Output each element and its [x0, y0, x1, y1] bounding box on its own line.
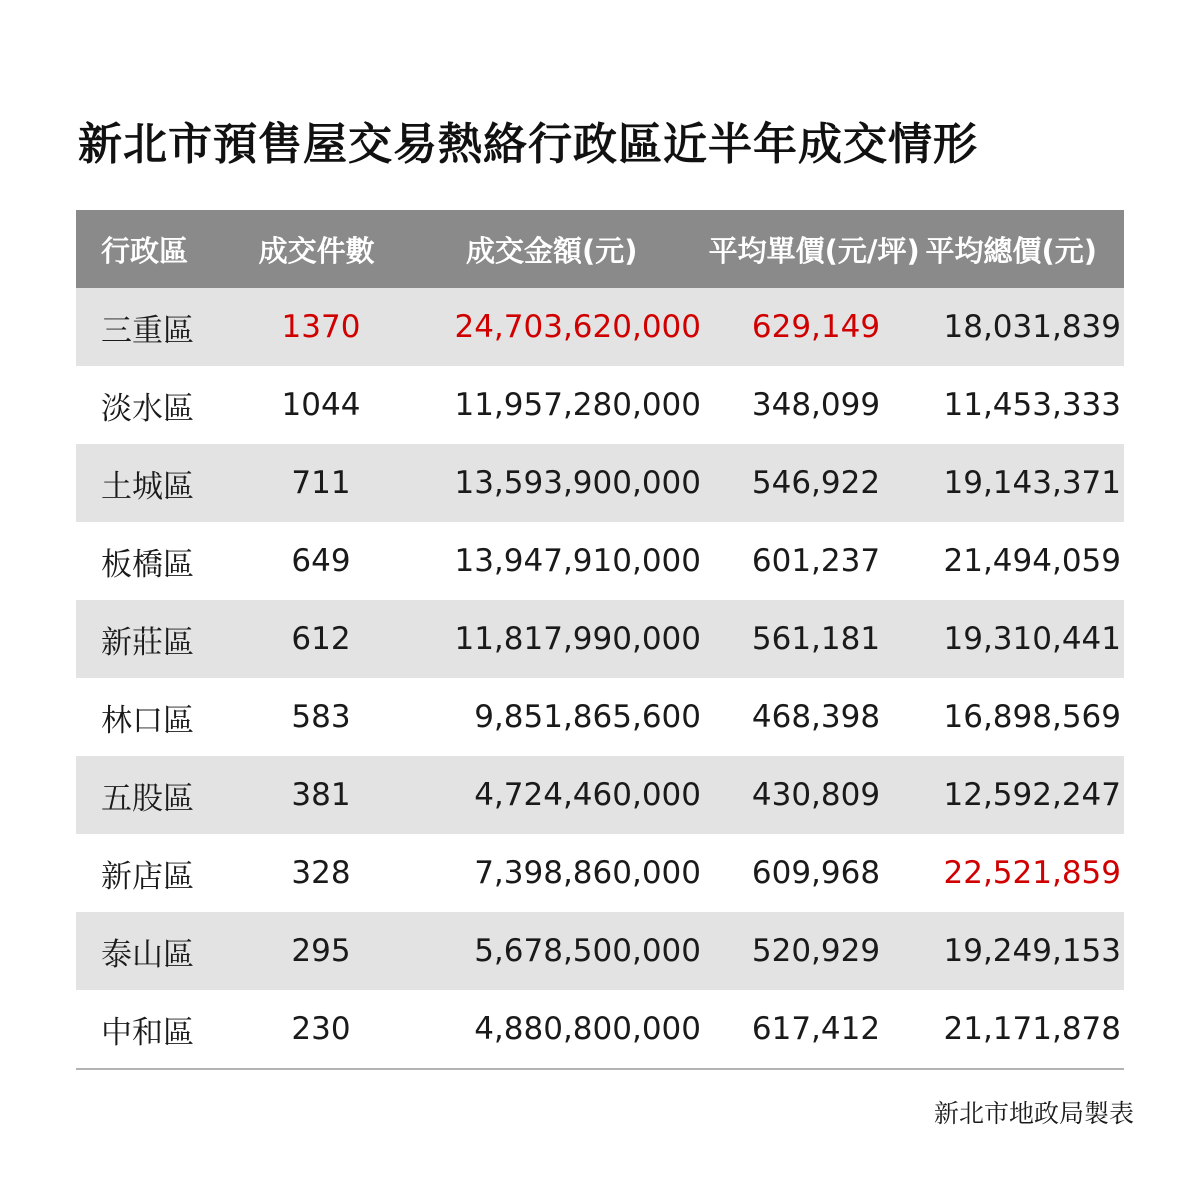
- cell-avg-total: 19,143,371: [943, 465, 1121, 501]
- table-row: [76, 756, 1124, 834]
- cell-count: 295: [291, 933, 351, 969]
- table-row: [76, 366, 1124, 444]
- cell-unit-price: 617,412: [751, 1011, 881, 1047]
- cell-amount: 11,957,280,000: [454, 387, 701, 423]
- cell-amount: 13,947,910,000: [454, 543, 701, 579]
- table-header: [76, 210, 1124, 288]
- cell-district: 三重區: [101, 312, 194, 349]
- table-row: [76, 522, 1124, 600]
- cell-count: 328: [291, 855, 351, 891]
- cell-avg-total: 19,249,153: [943, 933, 1121, 969]
- table-row: [76, 600, 1124, 678]
- cell-unit-price: 601,237: [751, 543, 881, 579]
- cell-unit-price: 561,181: [751, 621, 881, 657]
- cell-amount: 4,880,800,000: [474, 1011, 701, 1047]
- cell-amount: 5,678,500,000: [474, 933, 701, 969]
- table-row: [76, 444, 1124, 522]
- header-amount: 成交金額(元): [466, 233, 638, 268]
- table-row: [76, 678, 1124, 756]
- cell-district: 土城區: [101, 468, 194, 505]
- cell-district: 板橋區: [101, 546, 194, 583]
- cell-unit-price: 468,398: [751, 699, 881, 735]
- cell-avg-total: 18,031,839: [943, 309, 1121, 345]
- cell-unit-price: 609,968: [751, 855, 881, 891]
- header-count: 成交件數: [258, 233, 375, 268]
- header-unit-price: 平均單價(元/坪): [708, 233, 920, 268]
- cell-unit-price: 430,809: [751, 777, 881, 813]
- cell-count: 230: [291, 1011, 351, 1047]
- cell-amount: 11,817,990,000: [454, 621, 701, 657]
- data-table: [76, 210, 1124, 1070]
- cell-district: 新莊區: [101, 624, 194, 661]
- cell-amount: 7,398,860,000: [474, 855, 701, 891]
- page-title: 新北市預售屋交易熱絡行政區近半年成交情形: [78, 119, 978, 170]
- cell-count: 612: [291, 621, 351, 657]
- table-row: [76, 288, 1124, 366]
- cell-count: 381: [291, 777, 351, 813]
- cell-avg-total: 21,171,878: [943, 1011, 1121, 1047]
- cell-count: 1370: [281, 309, 361, 345]
- source-note: 新北市地政局製表: [933, 1099, 1134, 1128]
- cell-district: 淡水區: [101, 390, 194, 427]
- cell-unit-price: 546,922: [751, 465, 881, 501]
- table-row: [76, 990, 1124, 1068]
- cell-avg-total: 19,310,441: [943, 621, 1121, 657]
- cell-district: 泰山區: [101, 936, 194, 973]
- cell-avg-total: 22,521,859: [943, 855, 1121, 891]
- table-row: [76, 834, 1124, 912]
- cell-avg-total: 16,898,569: [943, 699, 1121, 735]
- cell-avg-total: 21,494,059: [943, 543, 1121, 579]
- cell-unit-price: 520,929: [751, 933, 881, 969]
- cell-count: 711: [291, 465, 351, 501]
- cell-count: 583: [291, 699, 351, 735]
- cell-avg-total: 12,592,247: [943, 777, 1121, 813]
- cell-amount: 13,593,900,000: [454, 465, 701, 501]
- cell-count: 1044: [281, 387, 361, 423]
- cell-district: 中和區: [101, 1014, 194, 1051]
- cell-district: 林口區: [101, 702, 194, 739]
- header-district: 行政區: [101, 233, 189, 268]
- table-row: [76, 912, 1124, 990]
- cell-district: 新店區: [101, 858, 194, 895]
- cell-amount: 24,703,620,000: [454, 309, 701, 345]
- cell-unit-price: 629,149: [751, 309, 881, 345]
- cell-amount: 9,851,865,600: [474, 699, 701, 735]
- cell-avg-total: 11,453,333: [943, 387, 1121, 423]
- header-avg-total: 平均總價(元): [925, 233, 1098, 268]
- cell-unit-price: 348,099: [751, 387, 881, 423]
- cell-amount: 4,724,460,000: [474, 777, 701, 813]
- cell-district: 五股區: [101, 780, 194, 817]
- cell-count: 649: [291, 543, 351, 579]
